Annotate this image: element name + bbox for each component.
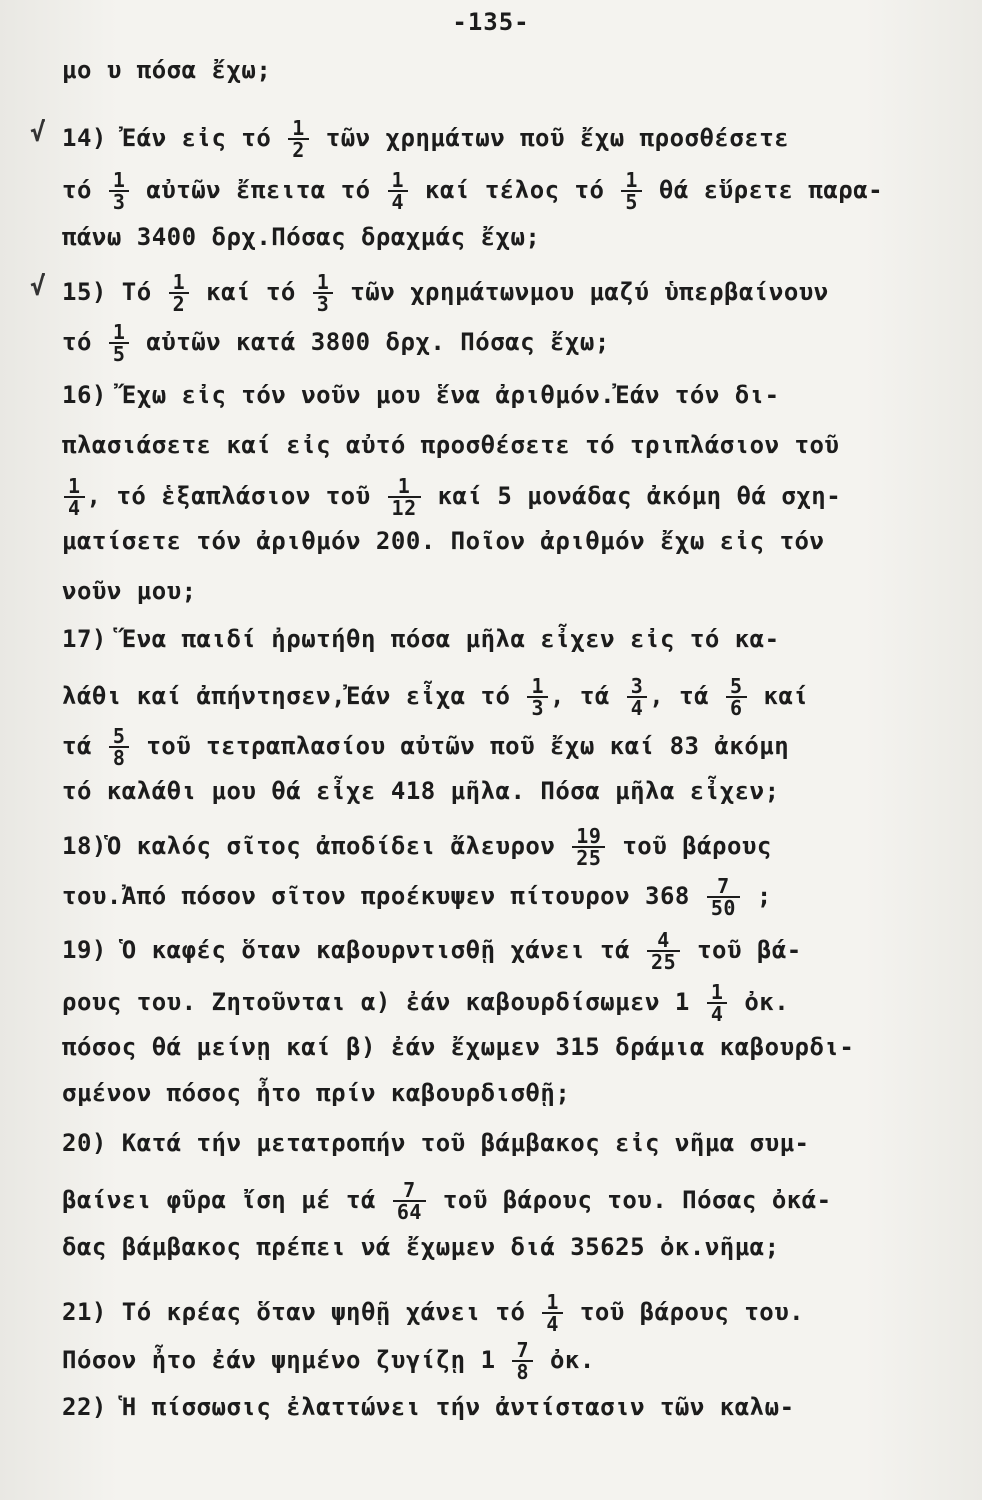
text-line	[62, 982, 789, 1024]
text-segment: πόσος θά μείνῃ καί β) ἐάν ἔχωμεν 315 δράμια καβουρδι-	[62, 1033, 855, 1061]
fraction-denominator: 8	[112, 746, 126, 770]
text-segment: , τά	[649, 682, 725, 710]
fraction	[109, 726, 130, 768]
text-line	[62, 624, 780, 654]
text-segment: καί 5 μονάδας ἀκόμη θά σχη-	[422, 482, 842, 510]
fraction-numerator: 4	[647, 930, 680, 952]
fraction	[109, 170, 130, 212]
fraction-numerator: 19	[572, 826, 605, 848]
text-segment: ρους του. Ζητοῦνται α) ἐάν καβουρδίσωμεν 1	[62, 988, 705, 1016]
text-segment: καί τέλος τό	[410, 176, 620, 204]
text-line	[62, 726, 789, 768]
fraction-numerator: 7	[393, 1180, 426, 1202]
fraction	[64, 476, 85, 518]
text-line	[62, 1392, 795, 1422]
text-segment: τῶν χρημάτωνμου μαζύ ὑπερβαίνουν	[335, 278, 829, 306]
text-segment: καί	[748, 682, 809, 710]
text-line	[62, 272, 829, 314]
fraction	[647, 930, 680, 972]
check-mark-15: √	[30, 272, 46, 302]
fraction	[109, 322, 130, 364]
fraction-denominator: 2	[172, 292, 186, 316]
text-segment: μο υ πόσα ἔχω;	[62, 56, 272, 84]
fraction	[388, 170, 409, 212]
text-segment: τά	[62, 732, 107, 760]
text-segment: ματίσετε τόν ἀριθμόν 200. Ποῖον ἀριθμόν ἔχω εἰς τόν	[62, 527, 825, 555]
fraction-denominator: 4	[391, 190, 405, 214]
fraction-denominator: 5	[625, 190, 638, 214]
fraction-denominator: 12	[391, 496, 417, 520]
text-line	[62, 676, 808, 718]
fraction	[707, 982, 728, 1024]
fraction	[707, 876, 740, 918]
text-line	[62, 1128, 809, 1158]
text-line	[62, 826, 772, 868]
text-line	[62, 1078, 570, 1108]
text-line	[62, 222, 540, 252]
text-segment: 16) Ἔχω εἰς τόν νοῦν μου ἕνα ἀριθμόν.Ἐάν τόν δι-	[62, 381, 780, 409]
fraction-denominator: 6	[730, 696, 743, 720]
text-line	[62, 1232, 780, 1262]
text-segment: τό καλάθι μου θά εἶχε 418 μῆλα. Πόσα μῆλα εἶχεν;	[62, 777, 780, 805]
text-line	[62, 430, 839, 460]
fraction-numerator: 1	[527, 676, 548, 698]
text-segment: τό	[62, 176, 107, 204]
text-segment: , τό ἑξαπλάσιον τοῦ	[86, 482, 386, 510]
text-line	[62, 930, 802, 972]
text-segment: 19) Ὁ καφές ὅταν καβουρντισθῇ χάνει τά	[62, 936, 646, 964]
text-segment: πλασιάσετε καί εἰς αὐτό προσθέσετε τό τριπλάσιον τοῦ	[62, 431, 840, 459]
text-segment: πάνω 3400 δρχ.Πόσας δραχμάς ἔχω;	[62, 223, 541, 251]
fraction	[512, 1340, 533, 1382]
fraction-denominator: 4	[68, 496, 81, 520]
text-segment: 18)Ὁ καλός σῖτος ἀποδίδει ἄλευρον	[62, 832, 571, 860]
text-segment: ὀκ.	[729, 988, 790, 1016]
fraction-denominator: 3	[112, 190, 126, 214]
text-segment: καί τό	[191, 278, 311, 306]
text-segment: τοῦ βάρους	[607, 832, 772, 860]
fraction-denominator: 4	[630, 696, 644, 720]
text-line	[62, 526, 824, 556]
text-segment: θά εὕρετε παρα-	[643, 176, 884, 204]
fraction-denominator: 64	[396, 1200, 422, 1224]
text-segment: δας βάμβακος πρέπει νά ἔχωμεν διά 35625 ὀκ.νῆμα;	[62, 1233, 780, 1261]
fraction-numerator: 1	[169, 272, 190, 294]
fraction-numerator: 1	[109, 322, 130, 344]
text-segment: τοῦ τετραπλασίου αὐτῶν ποῦ ἔχω καί 83 ἀκόμη	[131, 732, 790, 760]
text-segment: σμένον πόσος ἦτο πρίν καβουρδισθῇ;	[62, 1079, 571, 1107]
fraction-numerator: 7	[707, 876, 740, 898]
fraction	[542, 1292, 563, 1334]
text-segment: 15) Τό	[62, 278, 167, 306]
text-segment: αὐτῶν κατά 3800 δρχ. Πόσας ἔχω;	[131, 328, 610, 356]
page-number: -135-	[452, 8, 530, 36]
text-segment: ὀκ.	[535, 1346, 595, 1374]
fraction	[527, 676, 548, 718]
fraction-denominator: 2	[292, 138, 305, 162]
text-segment: τοῦ βά-	[682, 936, 802, 964]
fraction-denominator: 3	[316, 292, 330, 316]
fraction	[627, 676, 648, 718]
fraction	[313, 272, 334, 314]
text-segment: ;	[741, 882, 772, 910]
fraction-numerator: 1	[288, 118, 309, 140]
text-segment: αὐτῶν ἔπειτα τό	[131, 176, 386, 204]
text-line	[62, 55, 271, 85]
text-line	[62, 776, 780, 806]
text-segment: τό	[62, 328, 107, 356]
fraction	[288, 118, 309, 160]
fraction-denominator: 3	[531, 696, 544, 720]
fraction-numerator: 3	[627, 676, 648, 698]
text-segment: 21) Τό κρέας ὅταν ψηθῇ χάνει τό	[62, 1298, 541, 1326]
fraction-numerator: 1	[313, 272, 334, 294]
fraction	[393, 1180, 426, 1222]
fraction-numerator: 5	[109, 726, 130, 748]
text-segment: του.Ἀπό πόσον σῖτον προέκυψεν πίτουρον 368	[62, 882, 705, 910]
text-line	[62, 476, 841, 518]
text-line	[62, 1032, 854, 1062]
fraction-denominator: 4	[546, 1312, 559, 1336]
text-segment: 22) Ἡ πίσσωσις ἐλαττώνει τήν ἀντίστασιν τῶν καλω-	[62, 1393, 795, 1421]
text-line	[62, 1180, 832, 1222]
text-segment: , τά	[549, 682, 625, 710]
fraction-numerator: 1	[621, 170, 642, 192]
text-segment: νοῦν μου;	[62, 577, 197, 605]
fraction-numerator: 1	[388, 170, 409, 192]
text-line	[62, 380, 780, 410]
fraction-denominator: 50	[710, 896, 736, 920]
text-segment: 20) Κατά τήν μετατροπήν τοῦ βάμβακος εἰς νῆμα συμ-	[62, 1129, 810, 1157]
fraction	[726, 676, 747, 718]
fraction-numerator: 5	[726, 676, 747, 698]
text-line	[62, 876, 772, 918]
text-segment: λάθι καί ἀπήντησεν,Ἐάν εἶχα τό	[62, 682, 526, 710]
fraction	[388, 476, 421, 518]
fraction-numerator: 1	[707, 982, 728, 1004]
fraction	[621, 170, 642, 212]
fraction-denominator: 4	[710, 1002, 724, 1026]
fraction-numerator: 1	[64, 476, 85, 498]
fraction-numerator: 1	[542, 1292, 563, 1314]
fraction	[572, 826, 605, 868]
text-segment: 17) Ἕνα παιδί ἠρωτήθη πόσα μῆλα εἶχεν εἰς τό κα-	[62, 625, 780, 653]
text-line	[62, 170, 883, 212]
text-line	[62, 322, 610, 364]
text-segment: Πόσον ἦτο ἐάν ψημένο ζυγίζῃ 1	[62, 1346, 511, 1374]
fraction-numerator: 1	[109, 170, 130, 192]
fraction	[169, 272, 190, 314]
fraction-numerator: 1	[388, 476, 421, 498]
fraction-denominator: 25	[651, 950, 677, 974]
fraction-denominator: 5	[112, 342, 126, 366]
fraction-denominator: 8	[516, 1360, 530, 1384]
text-line	[62, 1292, 804, 1334]
fraction-numerator: 7	[512, 1340, 533, 1362]
text-segment: τῶν χρημάτων ποῦ ἔχω προσθέσετε	[310, 124, 790, 152]
fraction-denominator: 25	[576, 846, 602, 870]
text-line	[62, 576, 197, 606]
text-segment: τοῦ βάρους του.	[564, 1298, 805, 1326]
text-segment: τοῦ βάρους του. Πόσας ὀκά-	[427, 1186, 832, 1214]
text-segment: 14) Ἐάν εἰς τό	[62, 124, 287, 152]
text-segment: βαίνει φῦρα ἴση μέ τά	[62, 1186, 391, 1214]
check-mark-14: √	[30, 118, 46, 148]
text-line	[62, 1340, 595, 1382]
text-line	[62, 118, 789, 160]
